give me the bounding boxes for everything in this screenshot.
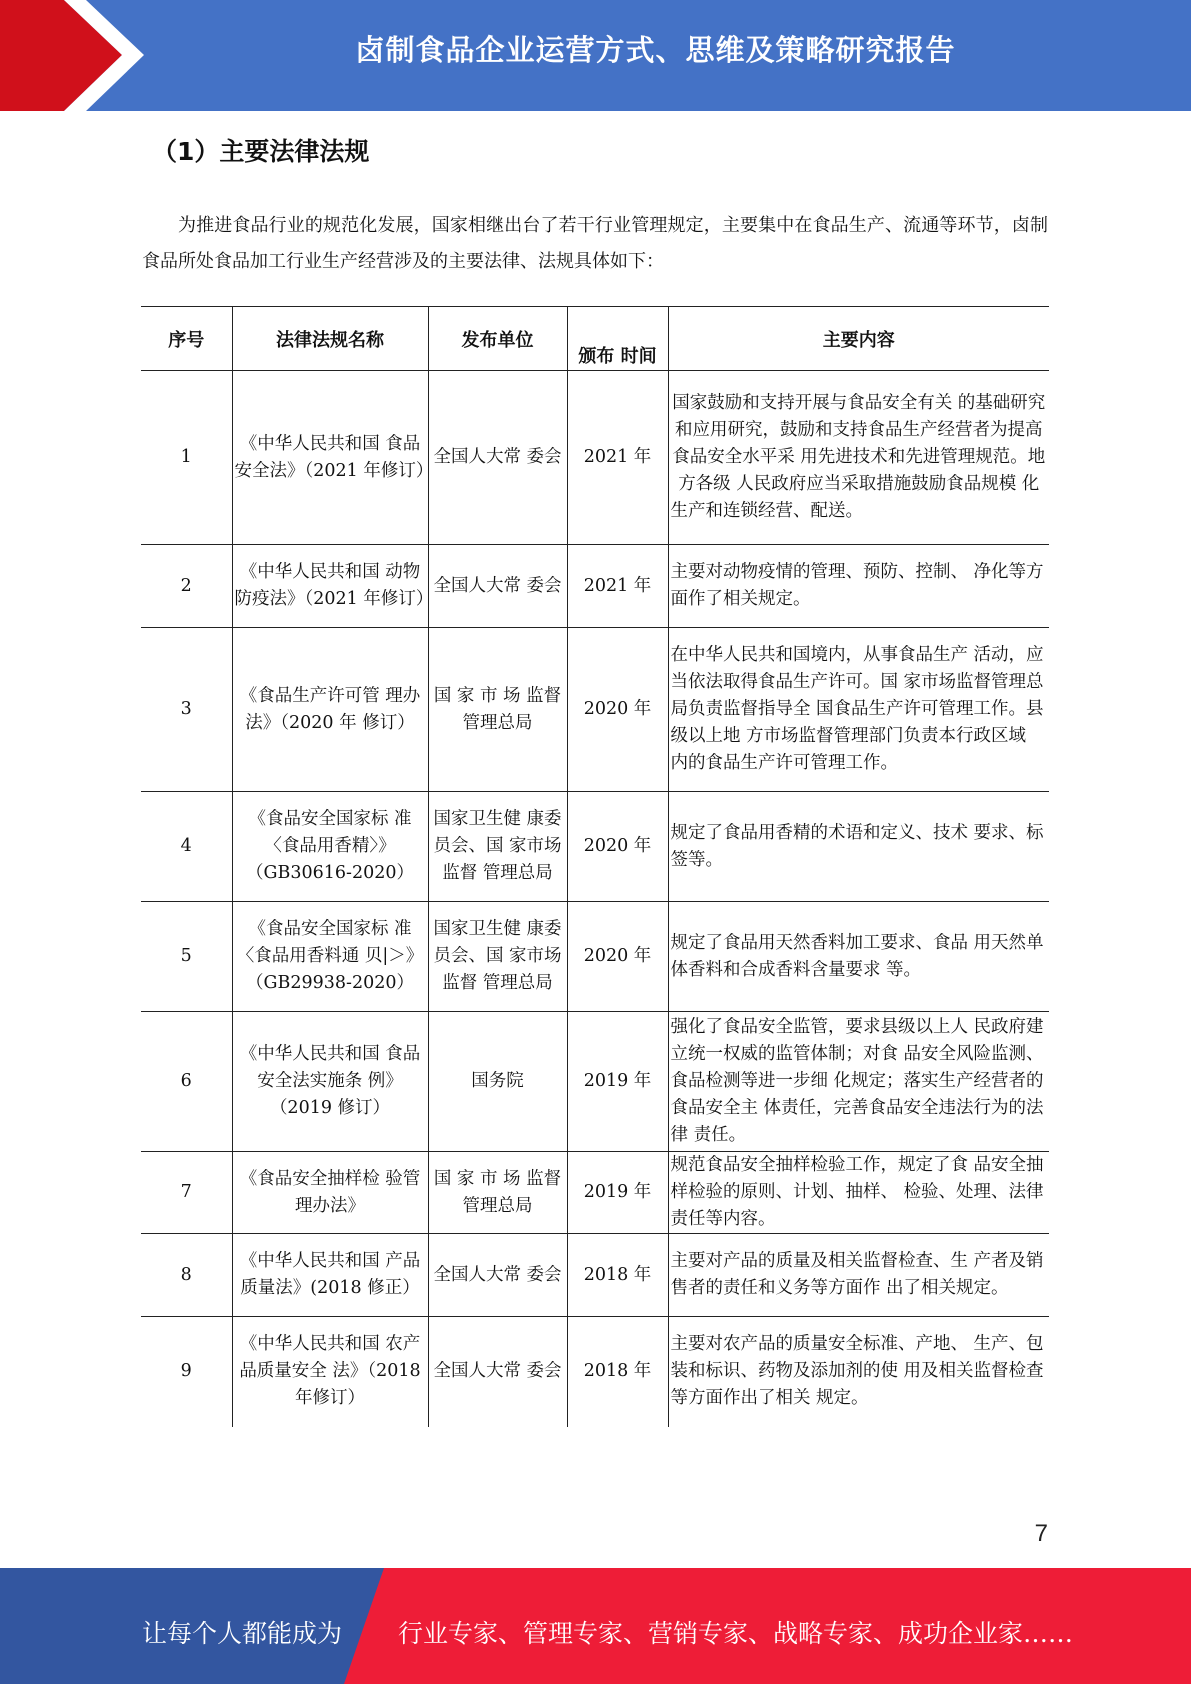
table-row (141, 545, 1049, 628)
red-arrow-decoration (0, 0, 150, 111)
table-row (141, 628, 1049, 792)
issuer: 国 家 市 场 监督管理总局 (428, 628, 567, 792)
issuer: 全国人大常 委会 (428, 1317, 567, 1427)
main-content: 规范食品安全抽样检验工作，规定了食 品安全抽样检验的原则、计划、抽样、 检验、处理、法律责任等内容。 (668, 1152, 1049, 1234)
issue-time: 2019 年 (567, 1012, 668, 1152)
table-row (141, 1234, 1049, 1317)
issuer: 全国人大常 委会 (428, 1234, 567, 1317)
section-heading: （1）主要法律法规 (152, 137, 370, 166)
report-title: 卤制食品企业运营方式、思维及策略研究报告 (355, 33, 956, 67)
main-content: 规定了食品用天然香料加工要求、食品 用天然单体香料和合成香料含量要求 等。 (668, 902, 1049, 1012)
intro-paragraph: 为推进食品行业的规范化发展，国家相继出台了若干行业管理规定，主要集中在食品生产、流通等环节，卤制食品所处食品加工行业生产经营涉及的主要法律、法规具体如下： (142, 215, 1048, 272)
main-content: 主要对动物疫情的管理、预防、控制、 净化等方面作了相关规定。 (668, 545, 1049, 628)
main-content: 规定了食品用香精的术语和定义、技术 要求、标签等。 (668, 792, 1049, 902)
issue-time: 2021 年 (567, 545, 668, 628)
issue-time: 2019 年 (567, 1152, 668, 1234)
table-row (141, 902, 1049, 1012)
law-name: 《中华人民共和国 产品质量法》(2018 修正） (232, 1234, 428, 1317)
main-content: 国家鼓励和支持开展与食品安全有关 的基础研究和应用研究，鼓励和支持食品生产经营者为提高食品安全水平采 用先进技术和先进管理规范。地方各级 人民政府应当采取措施鼓励食品规模 化生产和连锁经营、配送。 (668, 371, 1049, 545)
table-row (141, 1317, 1049, 1427)
header-cell-no: 序号 (141, 307, 232, 371)
row-number: 4 (141, 792, 232, 902)
footer-slogan-left: 让每个人都能成为 (142, 1619, 343, 1648)
row-number: 2 (141, 545, 232, 628)
header-cell-name: 法律法规名称 (232, 307, 428, 371)
law-name: 《食品生产许可管 理办法》（2020 年 修订） (232, 628, 428, 792)
law-name: 《食品安全国家标 准〈食品用香精〉》（GB30616-2020） (232, 792, 428, 902)
main-content: 主要对农产品的质量安全标准、产地、 生产、包装和标识、药物及添加剂的使 用及相关监督检查等方面作出了相关 规定。 (668, 1317, 1049, 1427)
main-content: 主要对产品的质量及相关监督检查、生 产者及销售者的责任和义务等方面作 出了相关规定。 (668, 1234, 1049, 1317)
row-number: 9 (180, 1361, 192, 1382)
footer-banner (0, 1568, 1191, 1684)
table-row (141, 1152, 1049, 1234)
table-row (141, 371, 1049, 545)
issue-time: 2018 年 (567, 1317, 668, 1427)
main-content: 在中华人民共和国境内，从事食品生产 活动，应当依法取得食品生产许可。国 家市场监督管理总局负责监督指导全 国食品生产许可管理工作。县级以上地 方市场监督管理部门负责本行政区域 内的食品生产许可管理工作。 (668, 628, 1049, 792)
row-number: 5 (141, 902, 232, 1012)
issue-time: 2020 年 (567, 628, 668, 792)
header-cell-content: 主要内容 (668, 307, 1049, 371)
issuer: 国家卫生健 康委员会、国 家市场监督 管理总局 (428, 902, 567, 1012)
law-name: 《中华人民共和国 食品安全法》（2021 年修订） (232, 371, 428, 545)
issue-time: 2020 年 (567, 792, 668, 902)
law-name: 《食品安全国家标 准〈食品用香料通 贝|＞》（GB29938-2020） (232, 902, 428, 1012)
table-header-row (141, 307, 1049, 371)
header-cell-time: 颁布 时间 (567, 307, 668, 371)
row-number: 8 (141, 1234, 232, 1317)
row-number: 1 (141, 371, 232, 545)
issuer: 国家卫生健 康委员会、国 家市场监督 管理总局 (428, 792, 567, 902)
footer-slogan-right: 行业专家、管理专家、营销专家、战略专家、成功企业家…… (398, 1619, 1074, 1648)
table-row (141, 1012, 1049, 1152)
header-cell-issuer: 发布单位 (428, 307, 567, 371)
report-header-banner (0, 0, 1191, 111)
main-content: 强化了食品安全监管，要求县级以上人 民政府建立统一权威的监管体制；对食 品安全风险监测、食品检测等进一步细 化规定；落实生产经营者的食品安全主 体责任，完善食品安全违法行为的法律 责任。 (668, 1012, 1049, 1152)
issue-time: 2020 年 (567, 902, 668, 1012)
page-number: 7 (1034, 1520, 1048, 1547)
row-number: 3 (141, 628, 232, 792)
law-name: 《食品安全抽样检 验管理办法》 (232, 1152, 428, 1234)
row-number: 7 (141, 1152, 232, 1234)
issue-time: 2021 年 (567, 371, 668, 545)
issuer: 全国人大常 委会 (428, 371, 567, 545)
issuer: 国 家 市 场 监督管理总局 (428, 1152, 567, 1234)
row-number: 6 (141, 1012, 232, 1152)
law-name: 《中华人民共和国 农产品质量安全 法》（2018 年修订） (232, 1317, 428, 1427)
issue-time: 2018 年 (567, 1234, 668, 1317)
laws-regulations-table (141, 306, 1049, 1427)
table-row (141, 792, 1049, 902)
issuer: 国务院 (428, 1012, 567, 1152)
issuer: 全国人大常 委会 (428, 545, 567, 628)
law-name: 《中华人民共和国 动物防疫法》（2021 年修订） (232, 545, 428, 628)
law-name: 《中华人民共和国 食品安全法实施条 例》（2019 修订） (232, 1012, 428, 1152)
